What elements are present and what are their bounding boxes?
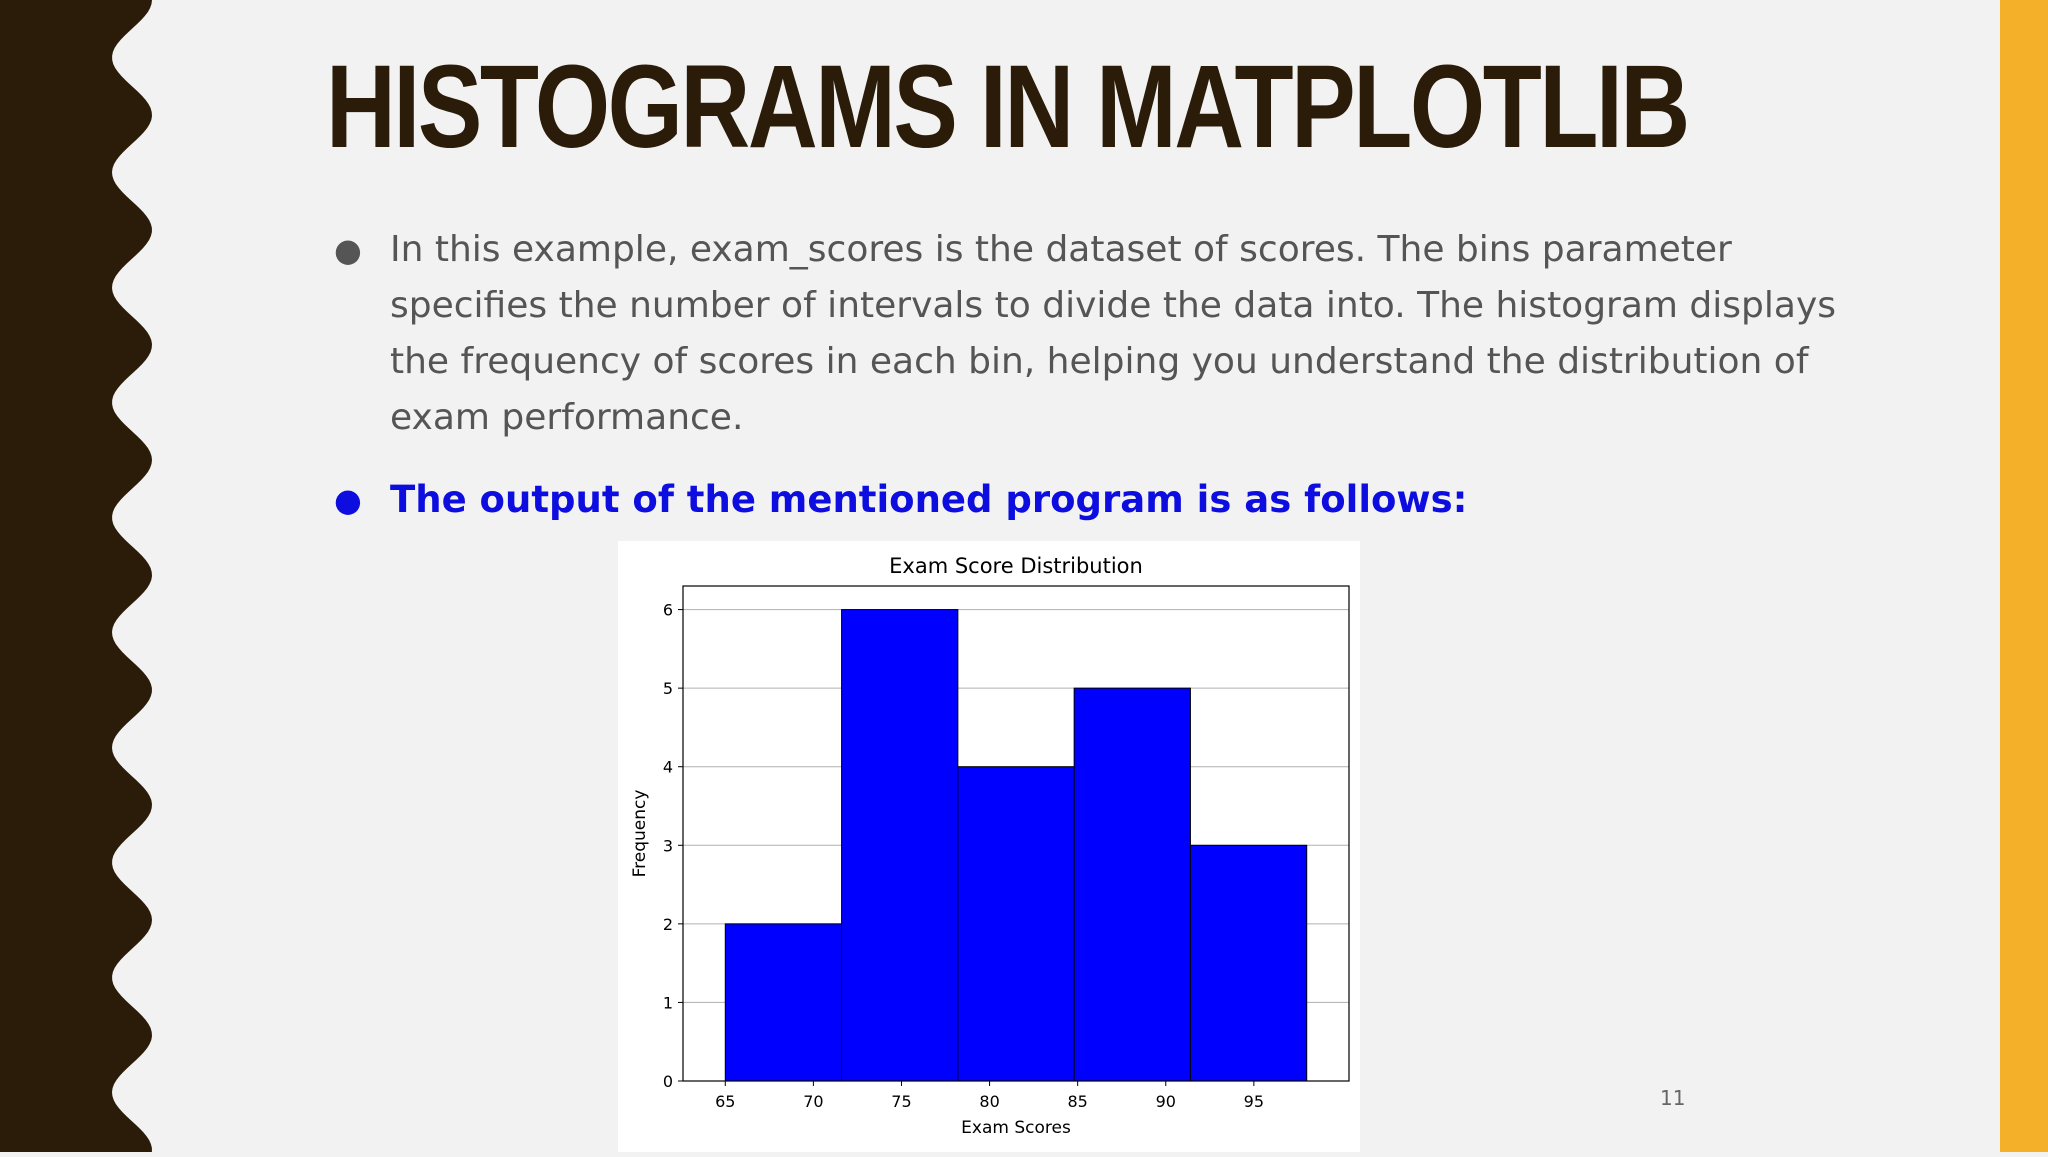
bullet-dot-icon: ●: [334, 231, 362, 269]
bullet-output-text: The output of the mentioned program is as follows:: [390, 478, 1468, 521]
bullet-dot-icon: ●: [334, 481, 362, 519]
x-tick-label: 70: [803, 1092, 824, 1111]
x-tick-label: 65: [715, 1092, 736, 1111]
histogram-bar: [842, 610, 958, 1081]
histogram-svg: [618, 541, 1360, 1152]
histogram-chart: [618, 541, 1360, 1152]
page-number: 11: [1660, 1086, 1686, 1110]
bullet-output-heading: [334, 472, 1850, 528]
bullet-explanation: [334, 222, 1850, 446]
right-accent-bar: [2000, 0, 2048, 1152]
x-tick-label: 95: [1243, 1092, 1265, 1111]
histogram-bar: [958, 767, 1074, 1081]
y-tick-label: 3: [662, 836, 673, 856]
y-tick-label: 2: [662, 914, 673, 934]
histogram-bar: [1190, 845, 1306, 1081]
left-wave-shape: [0, 0, 152, 1152]
y-tick-label: 4: [662, 757, 673, 777]
x-tick-label: 90: [1155, 1092, 1176, 1111]
x-tick-label: 80: [979, 1092, 1000, 1111]
bullet-explanation-text: In this example, exam_scores is the dataset of scores. The bins parameter specifies the number of intervals to divide the data into. The histogram displays the frequency of scores in each bin, helping you understand the distribution of exam performance.: [390, 229, 1837, 438]
y-tick-label: 1: [662, 993, 673, 1013]
x-axis-label: Exam Scores: [961, 1118, 1071, 1138]
histogram-bar: [725, 924, 841, 1081]
left-wave-decoration: [0, 0, 160, 1152]
slide-title: HISTOGRAMS IN MATPLOTLIB: [326, 41, 1688, 173]
chart-title: Exam Score Distribution: [889, 554, 1143, 578]
y-tick-label: 0: [662, 1072, 673, 1091]
y-tick-label: 5: [662, 679, 673, 699]
x-tick-label: 85: [1067, 1092, 1088, 1111]
histogram-bar: [1074, 688, 1190, 1081]
y-axis-label: Frequency: [630, 789, 650, 878]
y-tick-label: 6: [662, 600, 673, 620]
x-tick-label: 75: [891, 1092, 912, 1111]
